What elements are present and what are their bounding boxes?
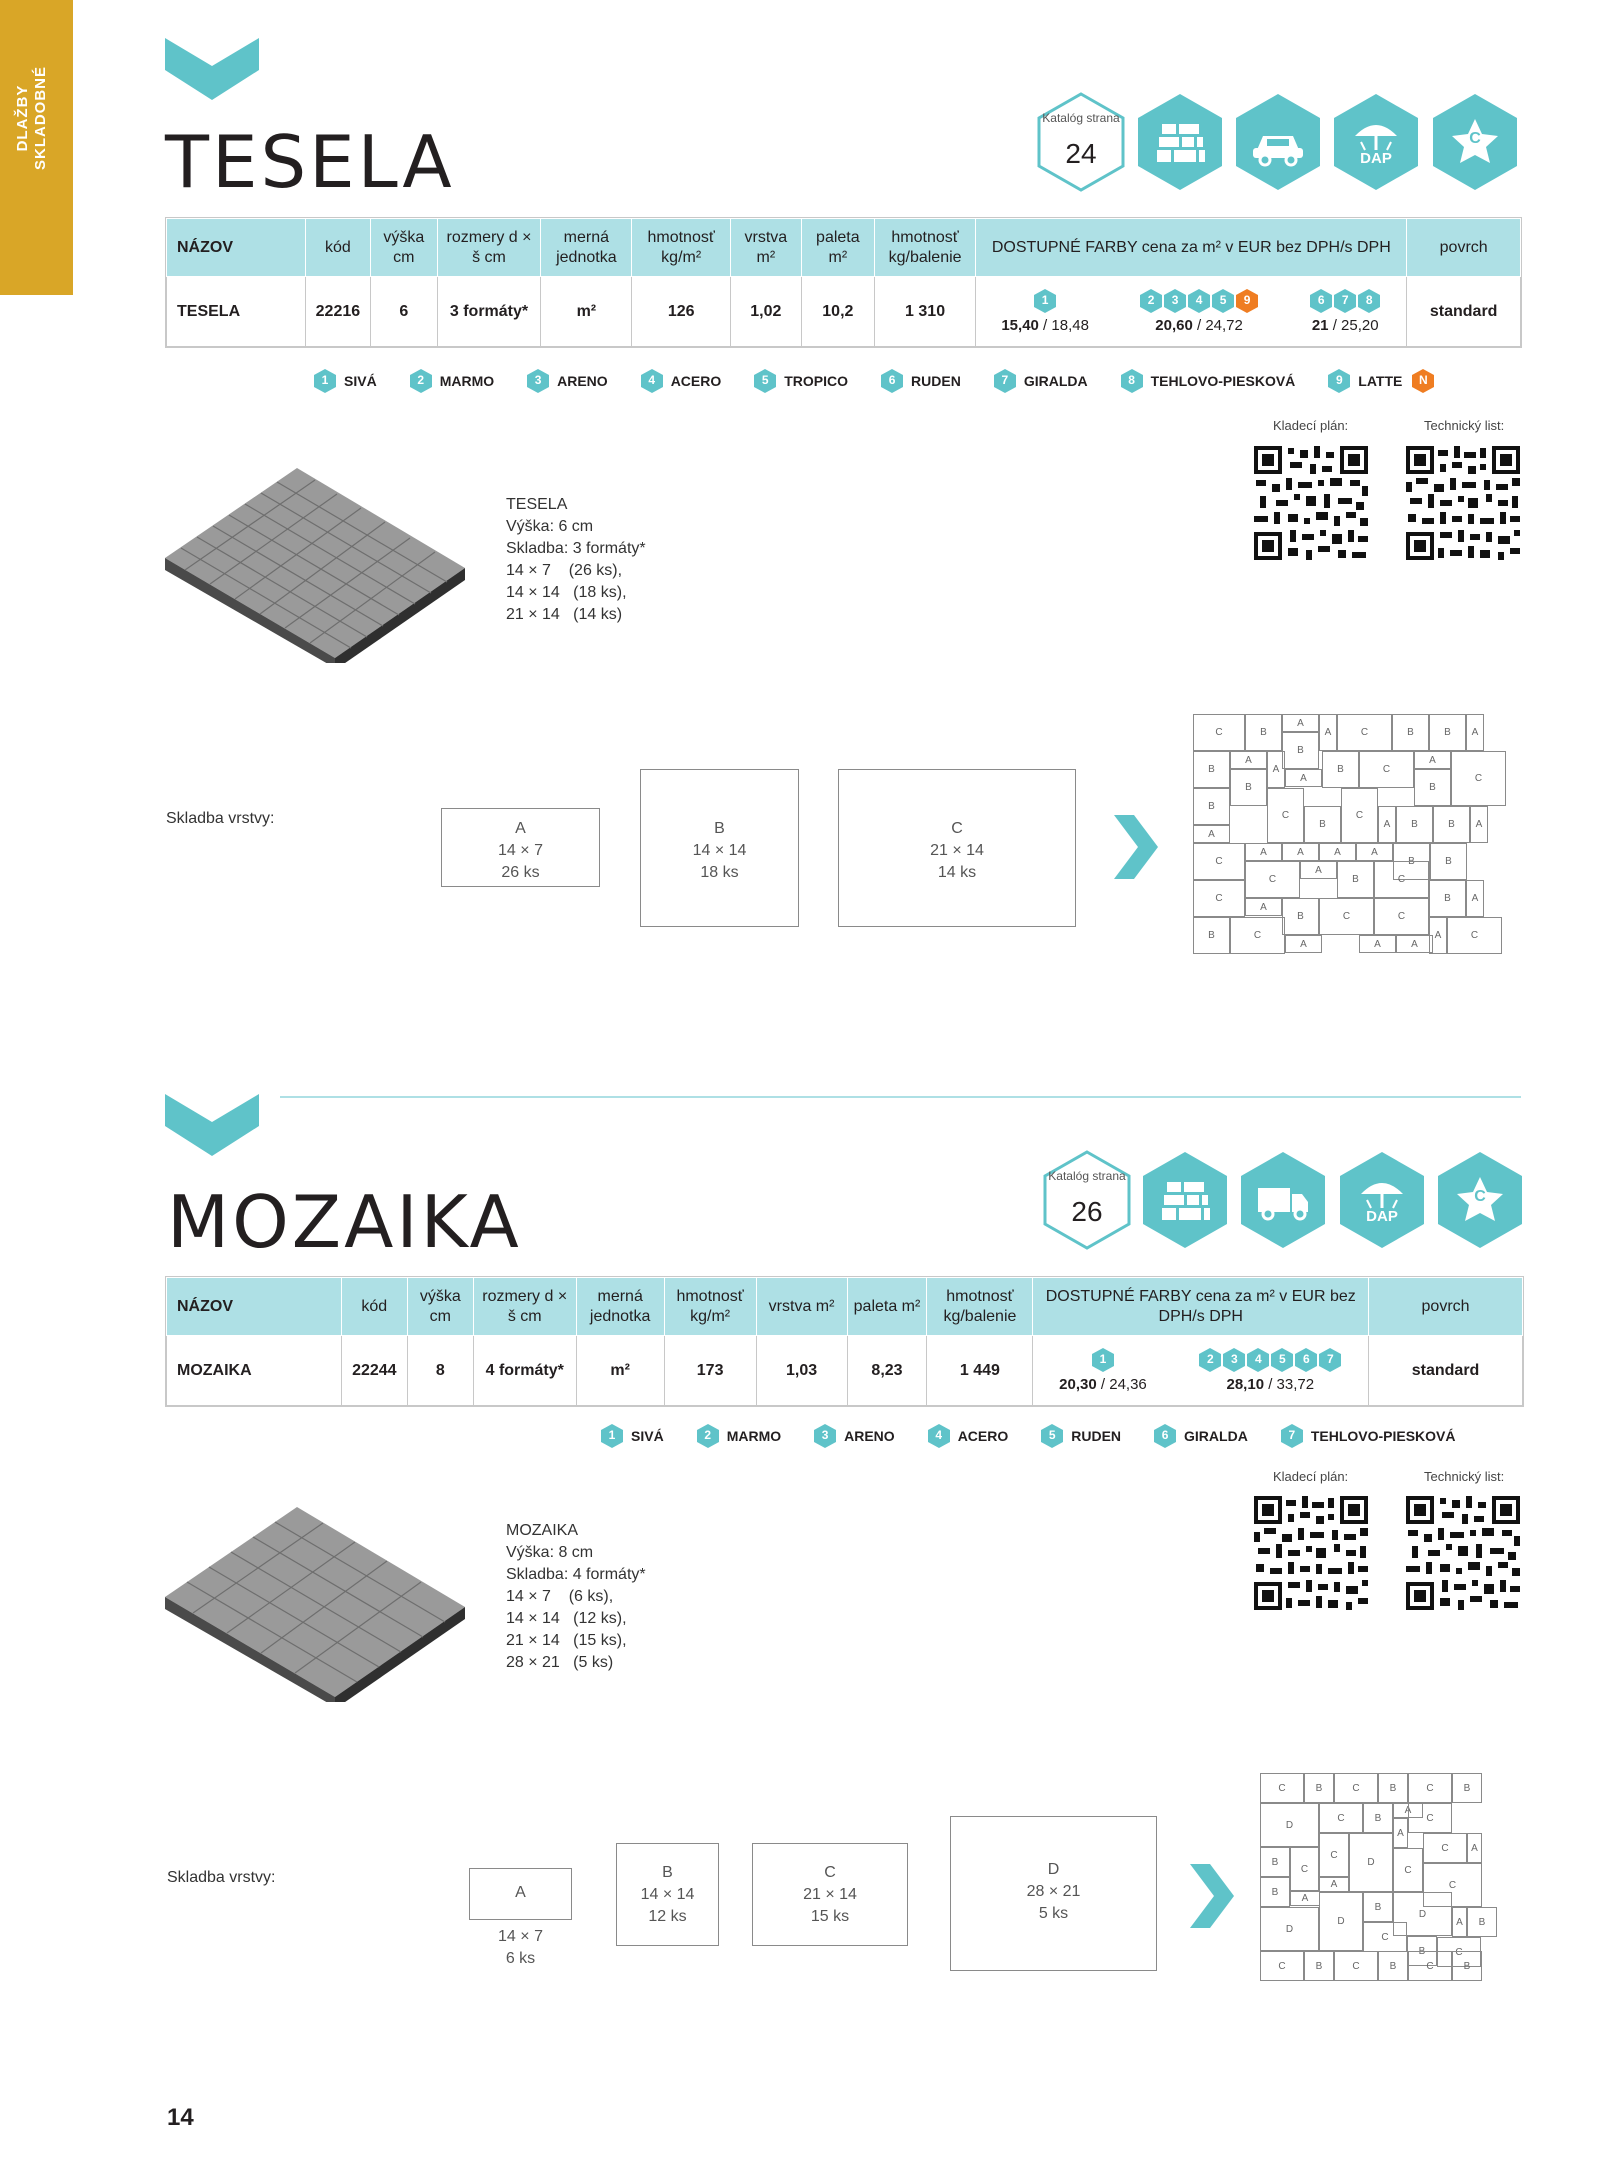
table-row <box>167 277 1521 347</box>
column-header: NÁZOV <box>167 1278 342 1336</box>
color-number-icon: 6 <box>1310 289 1332 313</box>
catalog-page-number: 26 <box>1071 1196 1103 1227</box>
color-number-icon: 3 <box>527 369 549 393</box>
legend-item <box>1153 1424 1248 1448</box>
color-number-icon: 2 <box>1199 1348 1221 1372</box>
column-header: hmotnosť kg/balenie <box>874 219 975 277</box>
section-divider <box>280 1096 1521 1098</box>
description-line: TESELA <box>506 496 568 513</box>
price-group <box>1139 289 1259 334</box>
legend-item <box>1280 1424 1456 1448</box>
color-number-icon: 1 <box>314 369 336 393</box>
color-number-icon: 7 <box>994 369 1016 393</box>
table-cell: standard <box>1369 1336 1523 1406</box>
legend-item <box>409 369 494 393</box>
column-header: merná jednotka <box>576 1278 664 1336</box>
color-number-icon: 4 <box>1247 1348 1269 1372</box>
description-line: Skladba: 4 formáty* <box>506 1566 646 1583</box>
price-value: 20,60 / 24,72 <box>1155 317 1243 334</box>
catalog-label: Katalóg strana <box>1042 111 1120 125</box>
laying-pattern-diagram: C B C B C B D C B A A C C D C C A B C B A C A D D B D A B C B C C B C B C B <box>1260 1773 1526 2021</box>
legend-item <box>696 1424 781 1448</box>
table-cell: 22216 <box>305 277 370 347</box>
legend-item <box>1327 369 1442 393</box>
qr-code-icon[interactable] <box>1254 1496 1368 1610</box>
layer-label: Skladba vrstvy: <box>167 1869 276 1886</box>
description-line: 14 × 7 (6 ks), <box>506 1588 614 1605</box>
table-cell: 1 449 <box>927 1336 1033 1406</box>
price-group <box>1001 289 1089 334</box>
price-group <box>1309 289 1381 334</box>
table-cell: standard <box>1407 277 1521 347</box>
legend-item <box>927 1424 1009 1448</box>
table-cell: 6 <box>370 277 437 347</box>
color-number-icon: 6 <box>1295 1348 1317 1372</box>
legend-item <box>1120 369 1296 393</box>
table-cell: 22244 <box>341 1336 407 1406</box>
legend-label: TROPICO <box>784 373 849 389</box>
table-header-row <box>167 1278 1523 1336</box>
column-header: hmotnosť kg/balenie <box>927 1278 1033 1336</box>
new-badge-icon: N <box>1412 369 1434 393</box>
description-line: 21 × 14 (14 ks) <box>506 606 623 623</box>
table-cell: 1,03 <box>756 1336 847 1406</box>
color-number-icon: 4 <box>1188 289 1210 313</box>
table-cell: 173 <box>664 1336 756 1406</box>
table-cell: m² <box>576 1336 664 1406</box>
description-line: 28 × 21 (5 ks) <box>506 1654 614 1671</box>
legend-item <box>753 369 848 393</box>
column-header: DOSTUPNÉ FARBY cena za m² v EUR bez DPH/s DPH <box>1033 1278 1369 1336</box>
column-header: výška cm <box>407 1278 473 1336</box>
legend-label: TEHLOVO-PIESKOVÁ <box>1310 1428 1456 1444</box>
column-header: paleta m² <box>801 219 874 277</box>
side-category-tab <box>0 0 73 295</box>
color-number-icon: 1 <box>1092 1348 1114 1372</box>
color-number-icon: 5 <box>754 369 776 393</box>
color-number-icon: 8 <box>1358 289 1380 313</box>
dap-label: DAP <box>1366 1208 1398 1225</box>
legend-item <box>526 369 608 393</box>
catalog-page-badge[interactable] <box>1042 1150 1132 1250</box>
color-number-icon: 9 <box>1328 369 1350 393</box>
color-number-icon: 2 <box>410 369 432 393</box>
legend-label: SIVÁ <box>344 373 377 389</box>
legend-label: ACERO <box>670 373 722 389</box>
color-number-icon: 1 <box>1034 289 1056 313</box>
table-cell: 8,23 <box>847 1336 927 1406</box>
column-header: merná jednotka <box>541 219 632 277</box>
format-box-c: C 21 × 14 15 ks <box>752 1843 908 1946</box>
table-cell: TESELA <box>167 277 306 347</box>
color-number-icon: 9 <box>1236 289 1258 313</box>
qr-code-icon[interactable] <box>1254 446 1368 560</box>
product-description <box>506 1520 646 1674</box>
column-header: rozmery d × š cm <box>473 1278 576 1336</box>
table-cell: 1 310 <box>874 277 975 347</box>
product-description <box>506 494 646 626</box>
legend-label: MARMO <box>726 1428 782 1444</box>
spec-table <box>166 218 1521 347</box>
format-box-d: D 28 × 21 5 ks <box>950 1816 1157 1971</box>
c-label: C <box>1469 130 1481 147</box>
column-header: kód <box>341 1278 407 1336</box>
catalog-page-number: 24 <box>1065 138 1097 169</box>
column-header: rozmery d × š cm <box>437 219 540 277</box>
table-cell: 8 <box>407 1336 473 1406</box>
price-cell <box>1033 1336 1369 1406</box>
color-number-icon: 2 <box>1140 289 1162 313</box>
chevron-down-icon <box>165 38 259 100</box>
description-line: Výška: 6 cm <box>506 518 594 535</box>
c-label: C <box>1474 1188 1486 1205</box>
description-line: 14 × 14 (12 ks), <box>506 1610 627 1627</box>
column-header: hmotnosť kg/m² <box>632 219 730 277</box>
legend-item <box>880 369 961 393</box>
laying-pattern-diagram: C B A B A C B B A B A B A A B C A B C B A C B C A B B A C A A A A B B C A B C B A C A B C C A B C A A A C <box>1193 714 1524 980</box>
column-header: kód <box>305 219 370 277</box>
qr-label: Technický list: <box>1424 1469 1505 1484</box>
table-header-row <box>167 219 1521 277</box>
description-line: 21 × 14 (15 ks), <box>506 1632 627 1649</box>
format-box-b: B 14 × 14 12 ks <box>616 1843 719 1946</box>
table-cell: 3 formáty* <box>437 277 540 347</box>
description-line: 14 × 7 (26 ks), <box>506 562 623 579</box>
chevron-right-icon <box>1114 815 1158 879</box>
format-box-b: B 14 × 14 18 ks <box>640 769 799 927</box>
color-number-icon: 7 <box>1319 1348 1341 1372</box>
description-line: MOZAIKA <box>506 1522 579 1539</box>
layer-label: Skladba vrstvy: <box>166 810 275 827</box>
price-value: 21 / 25,20 <box>1311 317 1379 334</box>
price-cell <box>976 277 1407 347</box>
legend-label: ARENO <box>557 373 608 389</box>
product-title: TESELA <box>165 120 455 204</box>
price-value: 28,10 / 33,72 <box>1226 1376 1315 1393</box>
paving-product-image <box>165 1507 465 1702</box>
side-category-label: DLAŽBY SKLADOBNÉ <box>14 65 49 170</box>
legend-label: LATTE <box>1358 373 1403 389</box>
qr-code-icon[interactable] <box>1406 1496 1520 1610</box>
color-number-icon: 6 <box>881 369 903 393</box>
page-number: 14 <box>167 2104 194 2131</box>
chevron-down-icon <box>165 1094 259 1156</box>
table-cell: 1,02 <box>730 277 801 347</box>
price-group <box>1198 1348 1342 1393</box>
car-icon <box>1233 92 1323 192</box>
color-number-icon: 3 <box>814 1424 836 1448</box>
column-header: vrstva m² <box>730 219 801 277</box>
format-box-a: A 14 × 7 26 ks <box>441 808 600 887</box>
legend-label: SIVÁ <box>631 1428 664 1444</box>
column-header: paleta m² <box>847 1278 927 1336</box>
legend-label: RUDEN <box>911 373 961 389</box>
chevron-right-icon <box>1190 1864 1234 1928</box>
price-value: 15,40 / 18,48 <box>1001 317 1089 334</box>
umbrella-dap-icon <box>1337 1150 1427 1250</box>
format-box-c: C 21 × 14 14 ks <box>838 769 1076 927</box>
table-cell: 4 formáty* <box>473 1336 576 1406</box>
umbrella-dap-icon <box>1331 92 1421 192</box>
table-cell: 126 <box>632 277 730 347</box>
color-number-icon: 2 <box>697 1424 719 1448</box>
color-number-icon: 7 <box>1334 289 1356 313</box>
column-header: výška cm <box>370 219 437 277</box>
description-line: Výška: 8 cm <box>506 1544 594 1561</box>
price-value: 20,30 / 24,36 <box>1059 1376 1147 1393</box>
star-c-icon <box>1435 1150 1525 1250</box>
column-header: povrch <box>1369 1278 1523 1336</box>
legend-item <box>813 1424 895 1448</box>
legend-label: MARMO <box>439 373 495 389</box>
qr-code-icon[interactable] <box>1406 446 1520 560</box>
catalog-label: Katalóg strana <box>1048 1169 1126 1183</box>
color-number-icon: 4 <box>928 1424 950 1448</box>
description-line: 14 × 14 (18 ks), <box>506 584 627 601</box>
column-header: vrstva m² <box>756 1278 847 1336</box>
column-header: hmotnosť kg/m² <box>664 1278 756 1336</box>
legend-label: TEHLOVO-PIESKOVÁ <box>1150 373 1296 389</box>
color-number-icon: 5 <box>1271 1348 1293 1372</box>
color-legend <box>313 369 1474 393</box>
column-header: DOSTUPNÉ FARBY cena za m² v EUR bez DPH/s DPH <box>976 219 1407 277</box>
color-number-icon: 3 <box>1223 1348 1245 1372</box>
qr-label: Kladecí plán: <box>1273 418 1349 433</box>
legend-label: ARENO <box>844 1428 895 1444</box>
color-number-icon: 6 <box>1154 1424 1176 1448</box>
qr-label: Kladecí plán: <box>1273 1469 1349 1484</box>
legend-label: GIRALDA <box>1184 1428 1248 1444</box>
color-legend <box>600 1424 1488 1448</box>
paving-product-image <box>165 468 465 663</box>
description-line: Skladba: 3 formáty* <box>506 540 646 557</box>
color-number-icon: 4 <box>641 369 663 393</box>
catalog-page-badge[interactable] <box>1036 92 1126 192</box>
legend-label: GIRALDA <box>1023 373 1088 389</box>
format-box-a-caption: 14 × 7 6 ks <box>498 1928 543 1967</box>
column-header: povrch <box>1407 219 1521 277</box>
column-header: NÁZOV <box>167 219 306 277</box>
color-number-icon: 5 <box>1041 1424 1063 1448</box>
color-number-icon: 7 <box>1281 1424 1303 1448</box>
legend-item <box>313 369 377 393</box>
paving-pattern-icon <box>1135 92 1225 192</box>
color-number-icon: 5 <box>1212 289 1234 313</box>
legend-item <box>600 1424 664 1448</box>
price-group <box>1059 1348 1147 1393</box>
color-number-icon: 1 <box>601 1424 623 1448</box>
table-cell: 10,2 <box>801 277 874 347</box>
paving-pattern-icon <box>1140 1150 1230 1250</box>
spec-table <box>166 1277 1523 1406</box>
qr-label: Technický list: <box>1424 418 1505 433</box>
format-box-a: A <box>469 1868 572 1920</box>
truck-icon <box>1238 1150 1328 1250</box>
legend-item <box>640 369 722 393</box>
star-c-icon <box>1430 92 1520 192</box>
table-row <box>167 1336 1523 1406</box>
table-cell: m² <box>541 277 632 347</box>
table-cell: MOZAIKA <box>167 1336 342 1406</box>
legend-item <box>993 369 1088 393</box>
color-number-icon: 3 <box>1164 289 1186 313</box>
dap-label: DAP <box>1360 150 1392 167</box>
color-number-icon: 8 <box>1121 369 1143 393</box>
legend-item <box>1040 1424 1121 1448</box>
legend-label: ACERO <box>957 1428 1009 1444</box>
product-title: MOZAIKA <box>167 1180 522 1264</box>
legend-label: RUDEN <box>1071 1428 1122 1444</box>
